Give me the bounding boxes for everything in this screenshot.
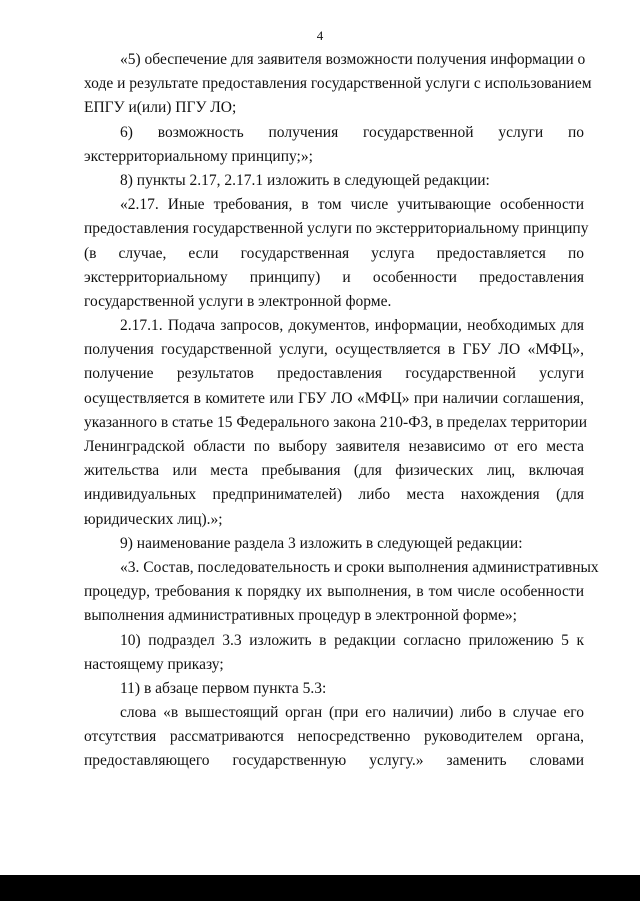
- text-line: жительства или места пребывания (для физических лиц, включая: [84, 462, 584, 480]
- text-line: указанного в статье 15 Федерального закона 210-ФЗ, в пределах территории: [84, 413, 587, 431]
- text-line: осуществляется в комитете или ГБУ ЛО «МФЦ» при наличии соглашения,: [84, 389, 584, 407]
- text-line: Ленинградской области по выбору заявителя независимо от его места: [84, 438, 584, 455]
- text-line: 10) подраздел 3.3 изложить в редакции согласно приложению 5 к: [120, 631, 584, 649]
- text-line: «3. Состав, последовательность и сроки выполнения административных: [120, 558, 599, 576]
- text-line: 9) наименование раздела 3 изложить в следующей редакции:: [120, 534, 523, 552]
- text-line: выполнения административных процедур в электронной форме»;: [84, 607, 517, 625]
- text-line: 6) возможность получения государственной услуги по: [120, 123, 584, 141]
- text-line: 8) пункты 2.17, 2.17.1 изложить в следующей редакции:: [120, 171, 490, 189]
- text-line: «2.17. Иные требования, в том числе учитывающие особенности: [120, 196, 584, 214]
- text-line: «5) обеспечение для заявителя возможности получения информации о: [120, 51, 586, 68]
- text-line: ЕПГУ и(или) ПГУ ЛО;: [84, 99, 237, 117]
- text-line: 2.17.1. Подача запросов, документов, информации, необходимых для: [120, 317, 584, 335]
- text-line: (в случае, если государственная услуга предоставляется по: [84, 244, 584, 262]
- text-line: настоящему приказу;: [84, 655, 224, 673]
- text-line: отсутствия рассматриваются непосредственно руководителем органа,: [84, 728, 584, 746]
- text-line: экстерриториальному принципу;»;: [84, 147, 313, 165]
- scan-bottom-border: [0, 875, 640, 901]
- text-line: экстерриториальному принципу) и особенности предоставления: [84, 268, 584, 286]
- text-line: юридических лиц).»;: [84, 510, 223, 528]
- text-line: предоставляющего государственную услугу.» заменить словами: [84, 752, 584, 770]
- text-line: индивидуальных предпринимателей) либо места нахождения (для: [84, 486, 584, 504]
- text-line: 11) в абзаце первом пункта 5.3:: [120, 679, 327, 697]
- document-body: [84, 48, 599, 774]
- text-line: предоставления государственной услуги по экстерриториальному принципу: [84, 220, 589, 238]
- text-line: получение результатов предоставления государственной услуги: [84, 365, 584, 383]
- page-number: 4: [316, 28, 324, 43]
- text-line: слова «в вышестоящий орган (при его наличии) либо в случае его: [120, 704, 584, 722]
- text-line: государственной услуги в электронной форме.: [84, 292, 392, 310]
- text-line: ходе и результате предоставления государственной услуги с использованием: [84, 75, 592, 93]
- text-line: получения государственной услуги, осуществляется в ГБУ ЛО «МФЦ»,: [84, 341, 584, 359]
- text-line: процедур, требования к порядку их выполнения, в том числе особенности: [84, 583, 584, 601]
